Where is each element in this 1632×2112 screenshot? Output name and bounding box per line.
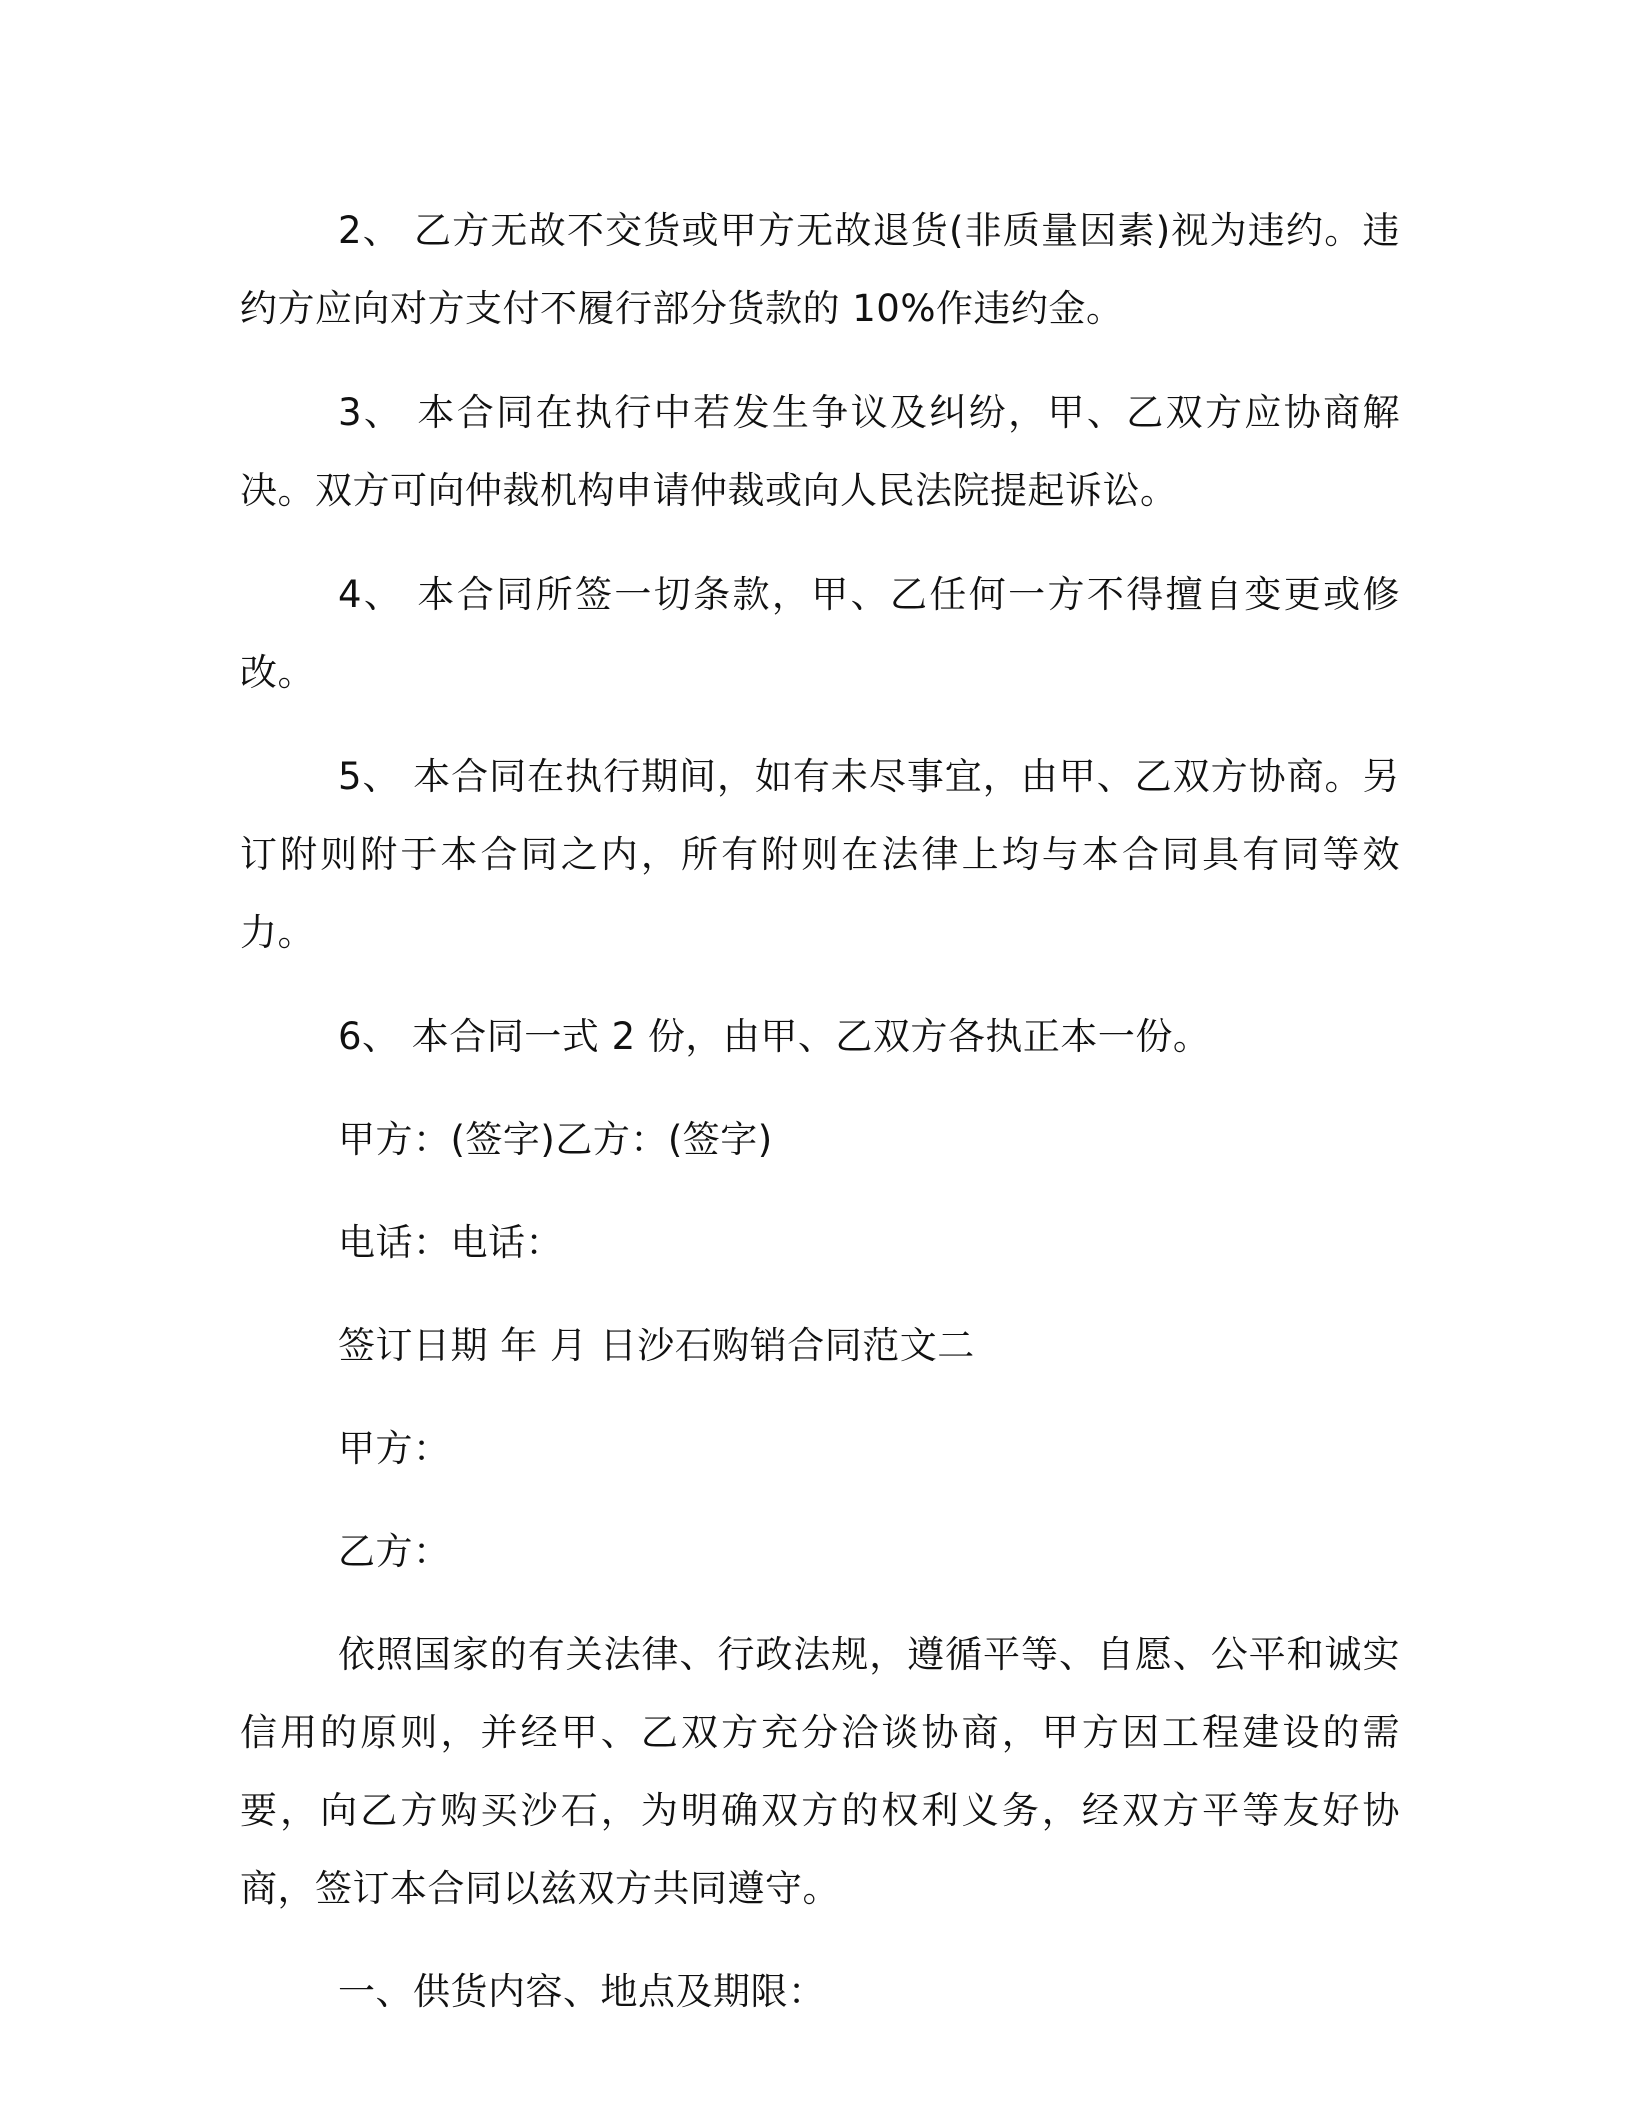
- document-page: [240, 192, 1400, 2031]
- clause-5: 5、 本合同在执行期间，如有未尽事宜，由甲、乙双方协商。另订附则附于本合同之内，所有附则在法律上均与本合同具有同等效力。: [240, 755, 1400, 954]
- section-heading: 一、供货内容、地点及期限：: [338, 1970, 826, 2013]
- signature-line: 甲方：(签字)乙方：(签字): [338, 1118, 773, 1161]
- clause-3: 3、 本合同在执行中若发生争议及纠纷，甲、乙双方应协商解决。双方可向仲裁机构申请仲裁或向人民法院提起诉讼。: [240, 391, 1400, 512]
- clause-6: 6、 本合同一式 2 份，由甲、乙双方各执正本一份。: [338, 1015, 1211, 1058]
- preamble-paragraph: 依照国家的有关法律、行政法规，遵循平等、自愿、公平和诚实信用的原则，并经甲、乙双方充分洽谈协商，甲方因工程建设的需要，向乙方购买沙石，为明确双方的权利义务，经双方平等友好协商，签订本合同以兹双方共同遵守。: [240, 1633, 1400, 1910]
- clause-2: 2、 乙方无故不交货或甲方无故退货(非质量因素)视为违约。违约方应向对方支付不履行部分货款的 10%作违约金。: [240, 209, 1400, 330]
- date-title-line: 签订日期 年 月 日沙石购销合同范文二: [338, 1324, 975, 1367]
- phone-line: 电话：电话：: [338, 1221, 563, 1264]
- party-b-label: 乙方：: [338, 1530, 451, 1573]
- party-a-label: 甲方：: [338, 1427, 451, 1470]
- clause-4: 4、 本合同所签一切条款，甲、乙任何一方不得擅自变更或修改。: [240, 573, 1400, 694]
